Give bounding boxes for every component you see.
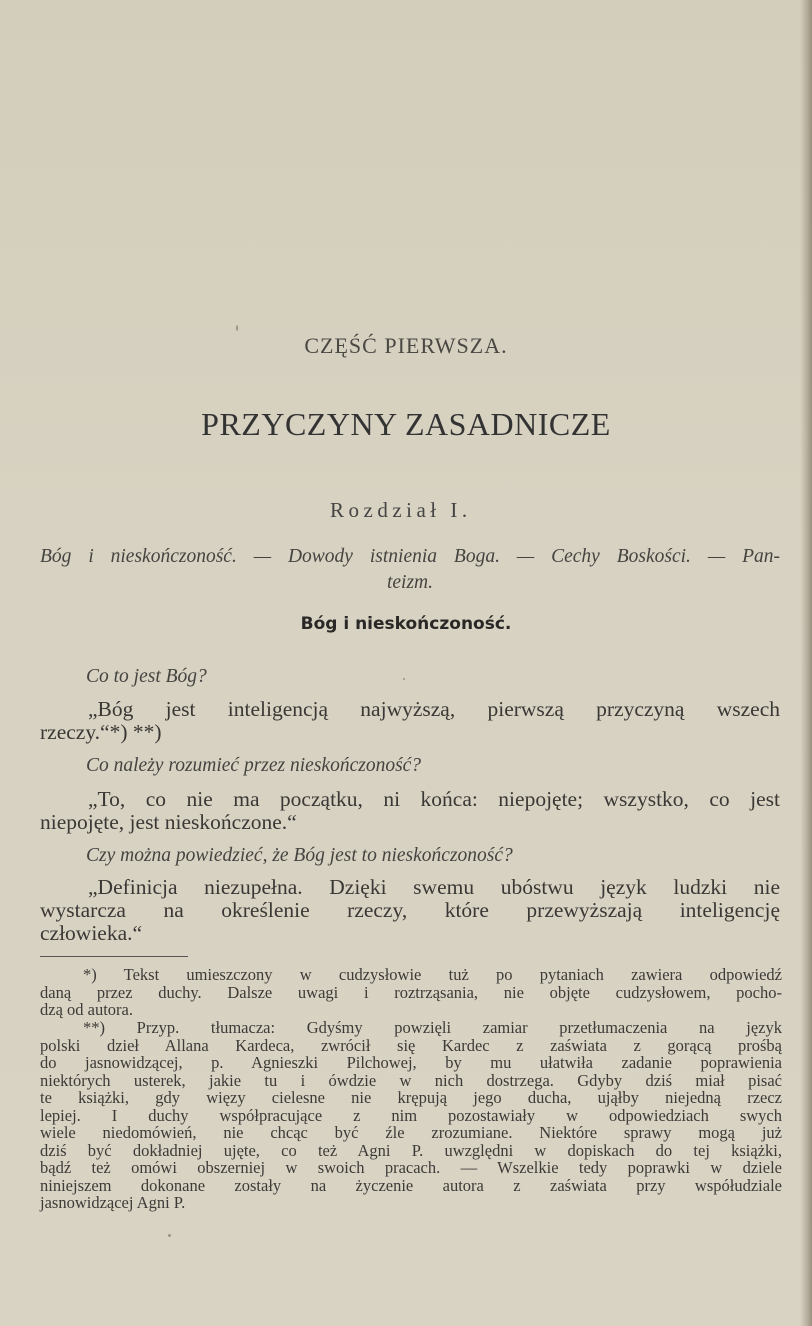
footnote-line: *) Tekst umieszczony w cudzysłowie tuż po pytaniach zawiera odpowiedź — [83, 965, 782, 984]
answer-line: rzeczy.“*) **) — [40, 720, 162, 744]
main-title: PRZYCZYNY ZASADNICZE — [201, 406, 611, 442]
footnote-line: niektórych usterek, jakie tu i ówdzie w nich dostrzega. Gdyby dziś miał pisać — [40, 1070, 782, 1090]
chapter-summary-line: teizm. — [386, 572, 434, 593]
section-heading: Bóg i nieskończoność. — [300, 614, 512, 634]
footnote-line: niniejszem dokonane zostały na życzenie autora z zaświata przy współudziale — [40, 1175, 782, 1195]
paper-speck — [236, 325, 238, 331]
footnote-line: te książki, gdy więzy cielesne nie krępują jego ducha, ująłby niejedną rzecz — [40, 1088, 782, 1107]
footnote-line: dzą od autora. — [40, 1000, 133, 1019]
chapter-summary — [40, 544, 780, 596]
page-edge-shadow — [800, 0, 812, 1326]
answer-line: człowieka.“ — [40, 921, 143, 945]
answer-text — [40, 876, 780, 945]
answer-line: „Bóg jest inteligencją najwyższą, pierwszą przyczyną wszech — [88, 697, 780, 721]
footnote-divider — [40, 956, 188, 957]
chapter-summary-line: Bóg i nieskończoność. — Dowody istnienia Boga. — Cechy Boskości. — Pan- — [40, 546, 780, 567]
part-heading: CZĘŚĆ PIERWSZA. — [304, 333, 508, 358]
footnote-line: dziś być dokładniej ujęte, co też Agni P. uwzględni w dopiskach do tej książki, — [40, 1140, 782, 1160]
chapter-label: Rozdział I. — [330, 498, 472, 522]
footnote-line: **) Przyp. tłumacza: Gdyśmy powzięli zamiar przetłumaczenia na język — [83, 1018, 782, 1037]
footnote-line: jasnowidzącej Agni P. — [40, 1193, 186, 1212]
footnote-line: do jasnowidzącej, p. Agnieszki Pilchowej, by mu ułatwiła zadanie poprawienia — [40, 1053, 782, 1072]
answer-line: „To, co nie ma początku, ni końca: niepojęte; wszystko, co jest — [88, 787, 780, 811]
answer-line: „Definicja niezupełna. Dzięki swemu ubóstwu język ludzki nie — [88, 875, 780, 899]
footnote-line: lepiej. I duchy współpracujące z nim pozostawiały w odpowiedziach swych — [40, 1105, 782, 1125]
paper-speck — [403, 678, 405, 680]
answer-line: niepojęte, jest nieskończone.“ — [40, 810, 297, 834]
paper-speck — [168, 1234, 171, 1237]
footnote-line: daną przez duchy. Dalsze uwagi i roztrząsania, nie objęte cudzysłowem, pocho- — [40, 982, 782, 1002]
footnote-line: polski dzieł Allana Kardeca, zwrócił się Kardec z zaświata z gorącą prośbą — [40, 1035, 782, 1055]
footnote-line: bądź też omówi obszerniej w swoich pracach. — Wszelkie tedy poprawki w dziele — [40, 1158, 782, 1177]
footnote-line: wiele niedomówień, nie chcąc być źle zrozumiane. Niektóre sprawy mogą już — [40, 1123, 782, 1142]
answer-line: wystarcza na określenie rzeczy, które przewyższają inteligencję — [40, 898, 780, 922]
answer-text — [40, 788, 780, 834]
question-text: Czy można powiedzieć, że Bóg jest to nieskończoność? — [86, 845, 513, 866]
footnote — [40, 966, 782, 1019]
question-text: Co należy rozumieć przez nieskończoność? — [86, 755, 422, 776]
footnote — [40, 1019, 782, 1212]
question-text: Co to jest Bóg? — [86, 666, 207, 687]
answer-text — [40, 698, 780, 744]
